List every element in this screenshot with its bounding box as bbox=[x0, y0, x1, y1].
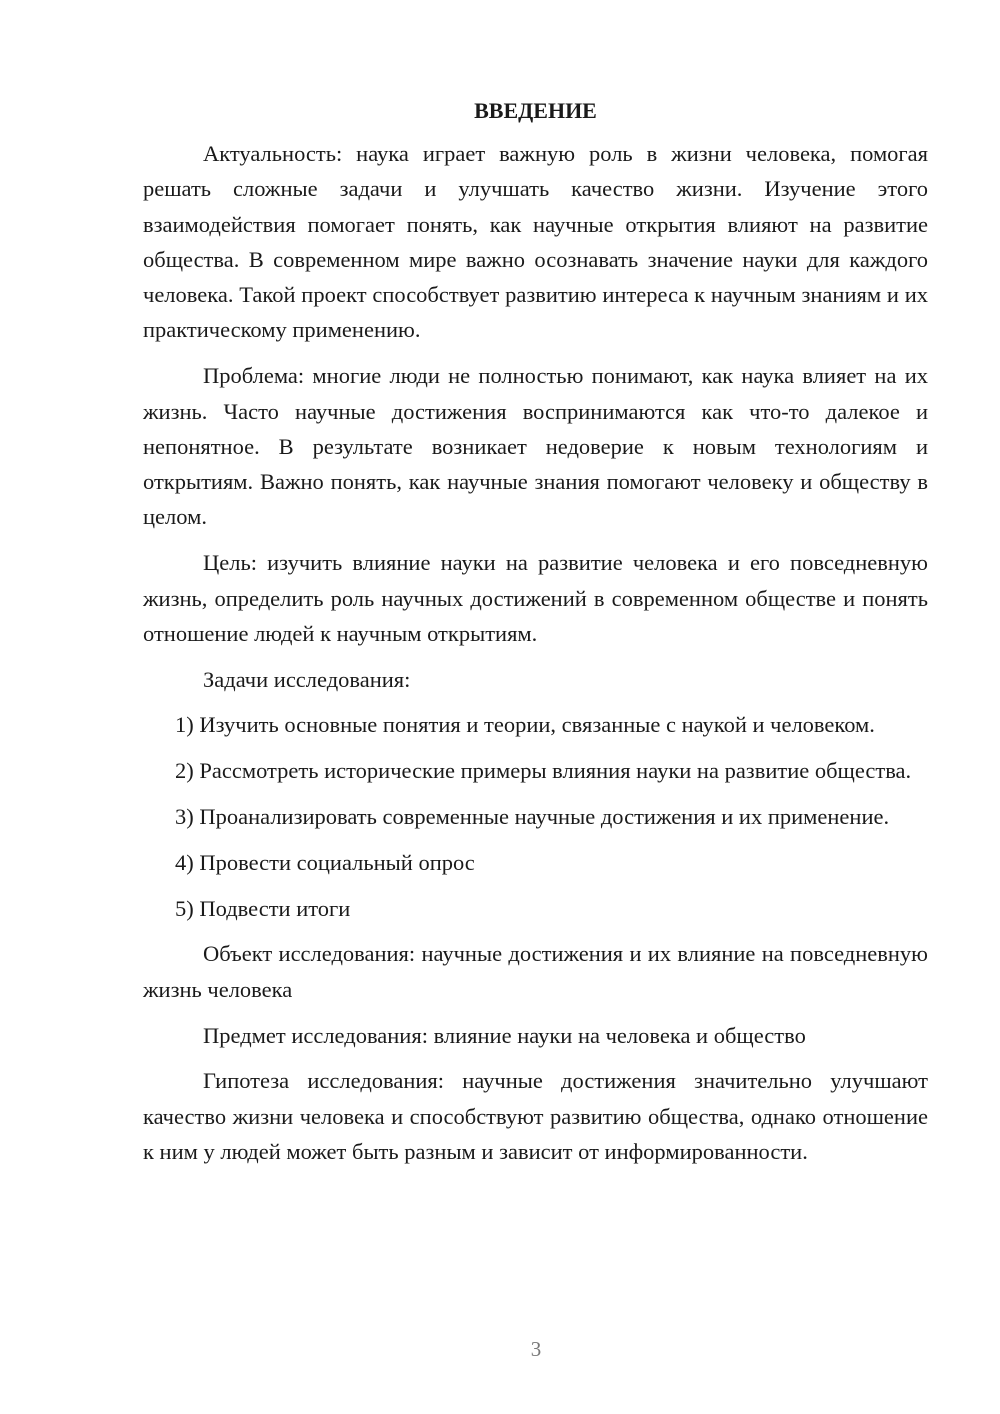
task-item-3: 3) Проанализировать современные научные достижения и их применение. bbox=[175, 804, 890, 830]
relevance-paragraph: Актуальность: наука играет важную роль в жизни человека, помогая решать сложные задачи и улучшать качество жизни. Изучение этого взаимодействия помогает понять, как научные открытия влияют на развитие общества. В современном мире важно осознавать значение науки для каждого человека. Такой проект способствует развитию интереса к научным знаниям и их практическому применению. bbox=[143, 141, 928, 343]
task-item-2: 2) Рассмотреть исторические примеры влияния науки на развитие общества. bbox=[175, 758, 912, 784]
task-item-1: 1) Изучить основные понятия и теории, связанные с наукой и человеком. bbox=[175, 712, 875, 738]
page-number: 3 bbox=[530, 1337, 542, 1361]
section-heading: ВВЕДЕНИЕ bbox=[474, 98, 597, 123]
task-item-5: 5) Подвести итоги bbox=[175, 895, 351, 921]
problem-paragraph: Проблема: многие люди не полностью понимают, как наука влияет на их жизнь. Часто научные достижения воспринимаются как что-то далекое и непонятное. В результате возникает недоверие к новым технологиям и открытиям. Важно понять, как научные знания помогают человеку и обществу в целом. bbox=[143, 363, 928, 530]
tasks-heading: Задачи исследования: bbox=[203, 666, 411, 692]
page-content bbox=[143, 96, 928, 1180]
task-item-4: 4) Провести социальный опрос bbox=[175, 849, 475, 875]
subject-paragraph: Предмет исследования: влияние науки на человека и общество bbox=[203, 1022, 806, 1048]
goal-paragraph: Цель: изучить влияние науки на развитие человека и его повседневную жизнь, определить роль научных достижений в современном обществе и понять отношение людей к научным открытиям. bbox=[143, 550, 928, 646]
hypothesis-paragraph: Гипотеза исследования: научные достижения значительно улучшают качество жизни человека и способствуют развитию общества, однако отношение к ним у людей может быть разным и зависит от информированности. bbox=[143, 1068, 928, 1164]
object-paragraph: Объект исследования: научные достижения и их влияние на повседневную жизнь человека bbox=[143, 941, 928, 1002]
